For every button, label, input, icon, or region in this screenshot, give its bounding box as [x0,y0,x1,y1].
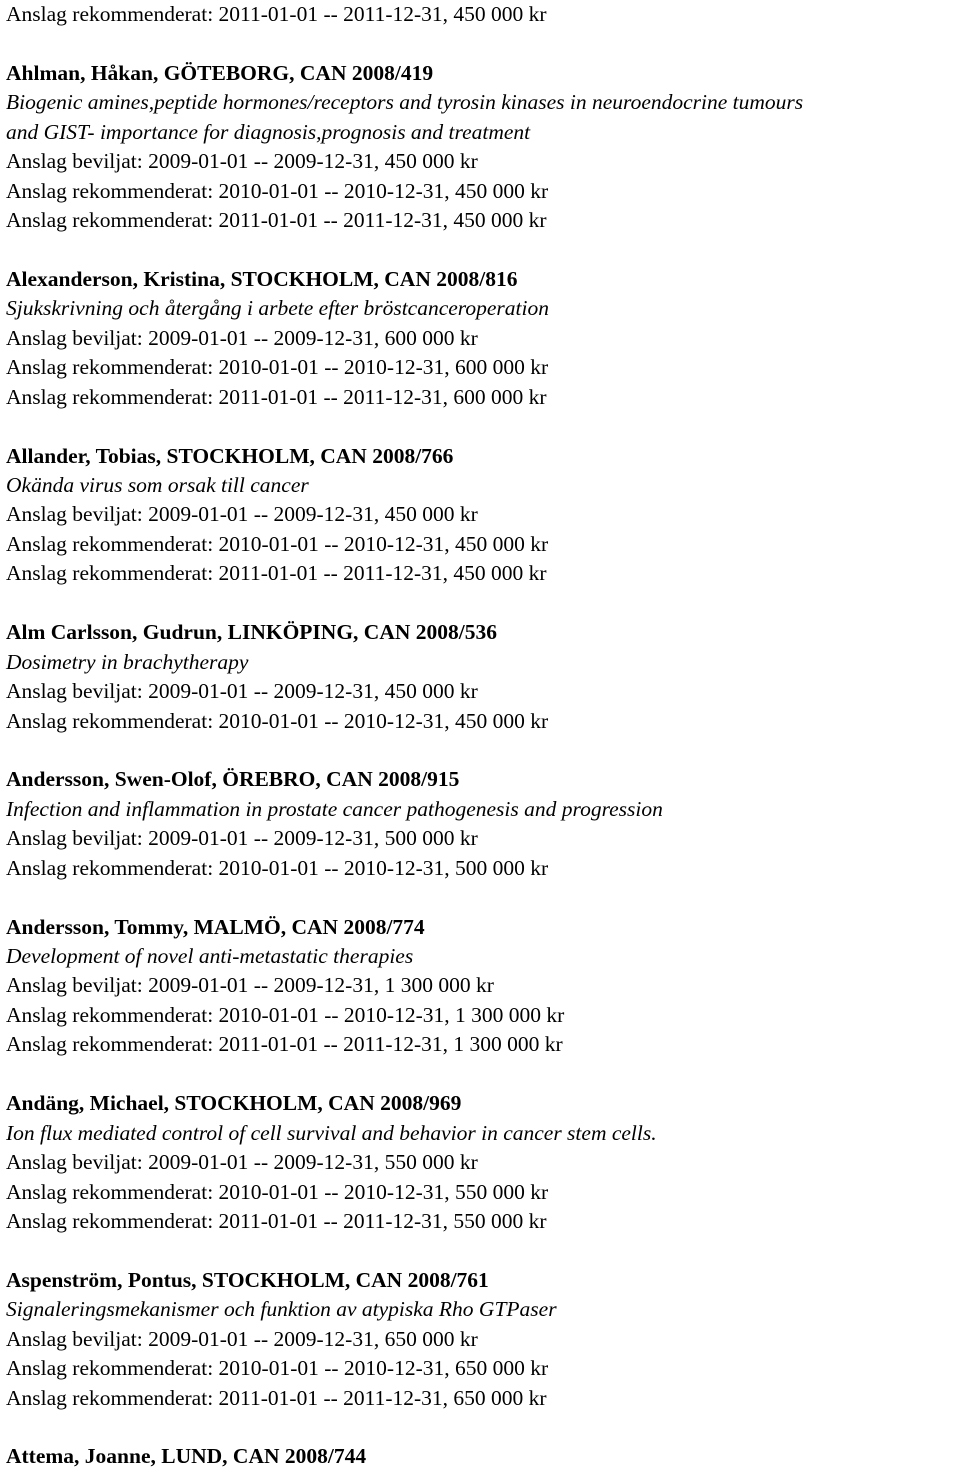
grant-line: Anslag rekommenderat: 2010-01-01 -- 2010-12-31, 450 000 kr [6,708,549,733]
grant-line: Anslag rekommenderat: 2011-01-01 -- 2011-12-31, 600 000 kr [6,384,547,409]
grant-line: Anslag rekommenderat: 2010-01-01 -- 2010-12-31, 650 000 kr [6,1356,549,1381]
project-title: Development of novel anti-metastatic therapies [6,944,414,968]
entry-spacer [6,736,956,765]
grant-line: Anslag rekommenderat: 2010-01-01 -- 2010-12-31, 600 000 kr [6,355,549,380]
entry-spacer [6,412,956,441]
project-title: Dosimetry in brachytherapy [6,649,249,674]
grant-line: Anslag rekommenderat: 2010-01-01 -- 2010-12-31, 500 000 kr [6,855,549,880]
entry-spacer [6,29,956,58]
entry-header: Ahlman, Håkan, GÖTEBORG, CAN 2008/419 [6,60,434,85]
grant-line: Anslag rekommenderat: 2011-01-01 -- 2011-12-31, 550 000 kr [6,1208,547,1233]
project-title: and GIST- importance for diagnosis,prognosis and treatment [6,119,531,144]
entry-header: Andäng, Michael, STOCKHOLM, CAN 2008/969 [6,1091,462,1116]
project-title: Ion flux mediated control of cell survival and behavior in cancer stem cells. [6,1120,657,1145]
grant-entry [6,442,956,589]
grant-line: Anslag beviljat: 2009-01-01 -- 2009-12-31, 450 000 kr [6,679,478,704]
grant-line: Anslag rekommenderat: 2010-01-01 -- 2010-12-31, 1 300 000 kr [6,1002,565,1027]
entry-header: Aspenström, Pontus, STOCKHOLM, CAN 2008/761 [6,1267,489,1292]
entry-header: Allander, Tobias, STOCKHOLM, CAN 2008/766 [6,443,454,468]
grant-line: Anslag rekommenderat: 2010-01-01 -- 2010-12-31, 450 000 kr [6,531,549,556]
grant-line: Anslag beviljat: 2009-01-01 -- 2009-12-31, 500 000 kr [6,826,478,851]
grant-line: Anslag rekommenderat: 2011-01-01 -- 2011-12-31, 1 300 000 kr [6,1032,563,1057]
grant-line: Anslag beviljat: 2009-01-01 -- 2009-12-31, 650 000 kr [6,1326,478,1351]
entry-spacer [6,883,956,912]
entry-header: Alexanderson, Kristina, STOCKHOLM, CAN 2008/816 [6,266,518,291]
project-title: Signaleringsmekanismer och funktion av atypiska Rho GTPaser [6,1297,557,1322]
grant-entry [6,913,956,1060]
entry-spacer [6,236,956,265]
grant-entry [6,1266,956,1413]
project-title: Biogenic amines,peptide hormones/receptors and tyrosin kinases in neuroendocrine tumours [6,90,804,115]
entry-spacer [6,1413,956,1442]
grant-line: Anslag rekommenderat: 2011-01-01 -- 2011-12-31, 650 000 kr [6,1385,547,1410]
grant-line: Anslag rekommenderat: 2011-01-01 -- 2011-12-31, 450 000 kr [6,2,547,26]
grant-line: Anslag beviljat: 2009-01-01 -- 2009-12-31, 450 000 kr [6,502,478,527]
entry-header: Attema, Joanne, LUND, CAN 2008/744 [6,1444,367,1469]
entry-header: Andersson, Tommy, MALMÖ, CAN 2008/774 [6,914,425,939]
project-title: Infection and inflammation in prostate cancer pathogenesis and progression [6,796,663,821]
grant-line: Anslag rekommenderat: 2011-01-01 -- 2011-12-31, 450 000 kr [6,208,547,233]
entry-spacer [6,1236,956,1265]
project-title: Okända virus som orsak till cancer [6,473,309,497]
grant-line: Anslag rekommenderat: 2010-01-01 -- 2010-12-31, 550 000 kr [6,1179,549,1204]
grant-line: Anslag beviljat: 2009-01-01 -- 2009-12-31, 1 300 000 kr [6,973,494,998]
project-title: Sjukskrivning och återgång i arbete efter bröstcanceroperation [6,296,549,321]
entry-spacer [6,1060,956,1089]
grant-line: Anslag beviljat: 2009-01-01 -- 2009-12-31, 450 000 kr [6,149,478,174]
grant-line: Anslag beviljat: 2009-01-01 -- 2009-12-31, 550 000 kr [6,1150,478,1175]
grant-entry [6,1442,956,1471]
grant-line: Anslag rekommenderat: 2010-01-01 -- 2010-12-31, 450 000 kr [6,178,549,203]
grant-entry [6,618,956,736]
grant-entry [6,1089,956,1236]
grant-entry [6,765,956,883]
entry-spacer [6,589,956,618]
grant-line: Anslag beviljat: 2009-01-01 -- 2009-12-31, 600 000 kr [6,325,478,350]
entry-header: Alm Carlsson, Gudrun, LINKÖPING, CAN 2008/536 [6,620,497,645]
entry-list [6,29,956,1471]
grant-entry [6,265,956,412]
document-page [6,0,956,1472]
grant-entry [6,59,956,236]
grant-line: Anslag rekommenderat: 2011-01-01 -- 2011-12-31, 450 000 kr [6,561,547,586]
entry-header: Andersson, Swen-Olof, ÖREBRO, CAN 2008/915 [6,767,460,792]
